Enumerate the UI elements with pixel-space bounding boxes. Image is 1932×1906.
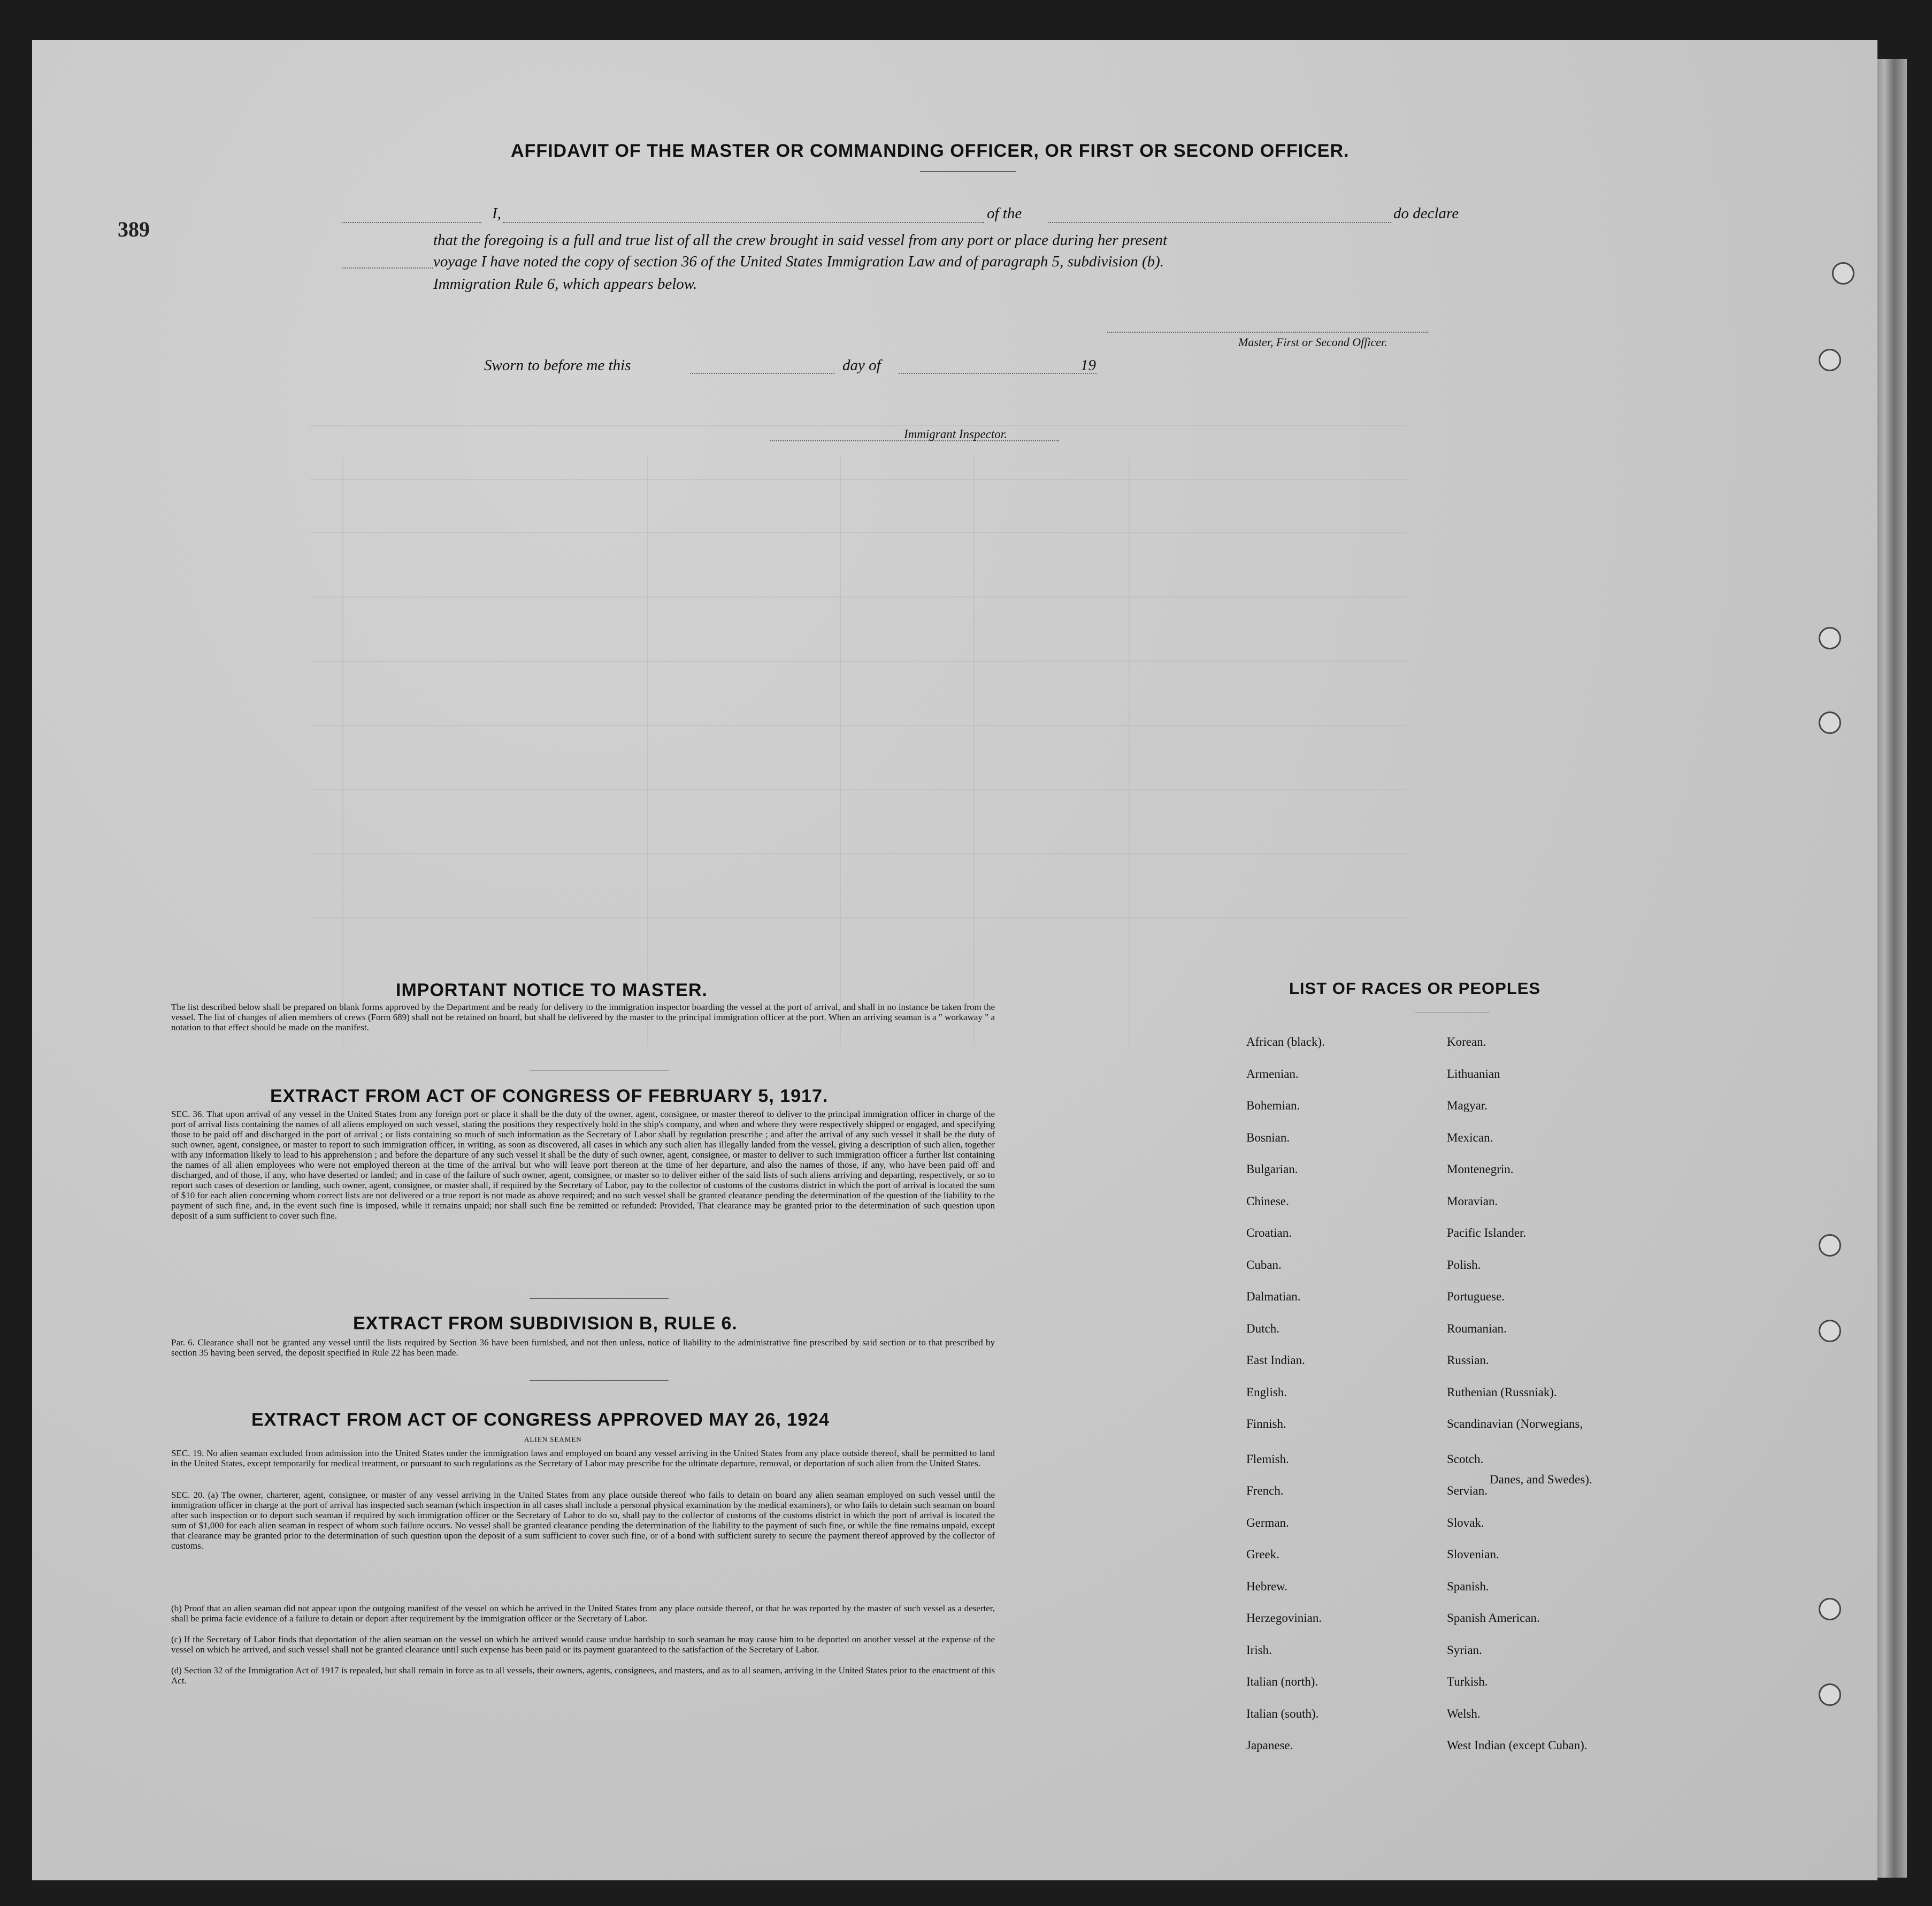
extract-1924-subtitle: ALIEN SEAMEN [524, 1435, 582, 1443]
extract-1917-body: SEC. 36. That upon arrival of any vessel in the United States from any foreign port or place it shall be the duty of the owner, agent, consignee, or master thereof to deliver to the principal immigration officer in charge of the port of arrival lists containing the names of all aliens employed on such vessel, stating the positions they respectively hold in the ship's company, and when and where they were respectively shipped or engaged, and specifying those to be paid off and discharged in the port of arrival ; or lists containing so much of such information as the Secretary of Labor shall by regulation prescribe ; and after the arrival of any such vessel it shall be the duty of such owner, agent, consignee, or master to report to such immigration officer, in writing, as soon as discovered, all cases in which any such alien has illegally landed from the vessel, giving a description of such alien, together with any information likely to lead to his apprehension ; and before the departure of any such vessel it shall be the duty of such owner, agent, consignee, or master to deliver to such immigration officer a further list containing the names of all alien employees who were not employed thereon at the time of the arrival but who will leave port thereon at the time of her departure, and also the names of those, if any, who have been paid off and discharged, and of those, if any, who have deserted or landed; and in case of the failure of such owner, agent, consignee, or master so to deliver either of the said lists of such aliens arriving and departing, respectively, or so to report such cases of desertion or landing, such owner, agent, consignee, or master shall, if required by the Secretary of Labor, pay to the collector of customs of the customs district in which the port of arrival is located the sum of $10 for each alien concerning whom correct lists are not delivered or a true report is not made as above required; and no such vessel shall be granted clearance pending the determination of the question of the liability to the payment of such fine, and, in the event such fine is imposed, while it remains unpaid; nor shall such fine be remitted or refunded: Provided, That clearance may be granted prior to the determination of such question upon deposit of a sum sufficient to cover such fine. [171, 1109, 995, 1221]
race-item: Dutch. [1246, 1321, 1279, 1335]
race-item: Bosnian. [1246, 1130, 1290, 1144]
affidavit-i-label: I, [492, 205, 501, 222]
race-item: Italian (south). [1246, 1706, 1319, 1720]
race-item: Syrian. [1447, 1643, 1482, 1657]
race-item: Herzegovinian. [1246, 1611, 1322, 1625]
race-item: French. [1246, 1484, 1284, 1497]
race-item: Spanish. [1447, 1579, 1489, 1593]
page-edge-stack [1875, 59, 1907, 1878]
race-item: Korean. [1447, 1035, 1486, 1048]
race-item: Scandinavian (Norwegians, [1447, 1417, 1583, 1430]
extract-rule6-title: EXTRACT FROM SUBDIVISION B, RULE 6. [353, 1313, 738, 1334]
race-item: English. [1246, 1385, 1287, 1399]
race-item: Dalmatian. [1246, 1290, 1301, 1303]
races-title: LIST OF RACES OR PEOPLES [1289, 979, 1541, 998]
extract-1924-sec20c: (c) If the Secretary of Labor finds that deportation of the alien seaman on the vessel on which he arrived would cause undue hardship to such seaman he may cause him to be deported on another vessel at the expense of the vessel on which he arrived, and such vessel shall not be granted clearance until such expense has been paid or its payment guaranteed to the satisfaction of the Secretary of Labor. [171, 1634, 995, 1655]
race-item: Ruthenian (Russniak). [1447, 1385, 1557, 1399]
race-item: Russian. [1447, 1353, 1489, 1367]
race-item: East Indian. [1246, 1353, 1305, 1367]
race-item: Scotch. [1447, 1452, 1484, 1466]
race-item: Pacific Islander. [1447, 1226, 1527, 1239]
extract-1924-sec20a: SEC. 20. (a) The owner, charterer, agent, consignee, or master of any vessel arriving in the United States from any place outside thereof who fails to detain on board any alien seaman employed on such vessel until the immigration officer in charge at the port of arrival has inspected such seaman (which inspection in all cases shall include a personal physical examination by the medical examiners), or who fails to detain such seaman on board after such inspection or to deport such seaman if required by such immigration officer or the Secretary of Labor to do so, shall pay to the collector of customs of the customs district in which the port of arrival is located the sum of $1,000 for each alien seaman in respect of whom such failure occurs. No vessel shall be granted clearance pending the determination of the liability to the payment of such fine, or while the fine remains unpaid, except that clearance may be granted prior to the determination of such question upon the deposit of a sum sufficient to cover such fine, or of a bond with sufficient surety to secure the payment thereof approved by the collector of customs. [171, 1490, 995, 1551]
extract-1924-title: EXTRACT FROM ACT OF CONGRESS APPROVED MAY 26, 1924 [251, 1410, 830, 1430]
race-item: Montenegrin. [1447, 1162, 1514, 1176]
race-item: Turkish. [1447, 1675, 1488, 1688]
binder-hole [1819, 1598, 1841, 1620]
year-prefix: 19 [1080, 357, 1096, 374]
race-item: Mexican. [1447, 1130, 1493, 1144]
race-item: Finnish. [1246, 1417, 1286, 1430]
extract-1924-sec19: SEC. 19. No alien seaman excluded from admission into the United States under the immigration laws and employed on board any vessel arriving in the United States from any place outside thereof, shall be permitted to land in the United States, except temporarily for medical treatment, or pursuant to such regulations as the Secretary of Labor may prescribe for the ultimate departure, removal, or deportation of such alien from the United States. [171, 1448, 995, 1468]
affidavit-declare-label: do declare [1393, 205, 1459, 222]
race-item: Bohemian. [1246, 1099, 1300, 1112]
race-item: Croatian. [1246, 1226, 1292, 1239]
race-item: Japanese. [1246, 1739, 1293, 1752]
notice-body: The list described below shall be prepared on blank forms approved by the Department and be ready for delivery to the immigration inspector boarding the vessel at the port of arrival, and shall in no instance be taken from the vessel. The list of changes of alien members of crews (Form 689) shall not be retained on board, but shall be delivered by the master to the principal immigration officer at the port. When an arriving seaman is a " workaway " a notation to that effect should be made on the manifest. [171, 1002, 995, 1032]
affidavit-line-2: that the foregoing is a full and true list of all the crew brought in said vessel from any port or place during her present [433, 232, 1168, 249]
race-item: African (black). [1246, 1035, 1325, 1048]
signer-caption: Master, First or Second Officer. [1238, 335, 1387, 349]
affidavit-of-the-label: of the [987, 205, 1022, 222]
affidavit-line-4: Immigration Rule 6, which appears below. [433, 275, 697, 293]
binder-hole [1819, 1683, 1841, 1706]
affidavit-line-3: voyage I have noted the copy of section 36 of the United States Immigration Law and of paragraph 5, subdivision (b). [433, 253, 1164, 270]
race-item: Slovak. [1447, 1515, 1484, 1529]
race-item: West Indian (except Cuban). [1447, 1739, 1588, 1752]
race-scandinavian-cont: Danes, and Swedes). [1490, 1473, 1592, 1486]
race-item: Chinese. [1246, 1194, 1289, 1208]
binder-hole [1832, 262, 1854, 285]
stamp-number: 389 [118, 217, 150, 241]
binder-hole [1819, 1320, 1841, 1342]
sworn-label: Sworn to before me this [484, 357, 631, 374]
race-item: Welsh. [1447, 1706, 1481, 1720]
binder-hole [1819, 627, 1841, 649]
race-item: Polish. [1447, 1258, 1481, 1272]
binder-hole [1819, 349, 1841, 371]
race-item: German. [1246, 1515, 1289, 1529]
binder-hole [1819, 711, 1841, 734]
race-item: Slovenian. [1447, 1548, 1499, 1561]
day-of-label: day of [842, 357, 881, 374]
race-item: Lithuanian [1447, 1067, 1500, 1081]
race-item: Portuguese. [1447, 1290, 1505, 1303]
race-item: Moravian. [1447, 1194, 1498, 1208]
race-item: Roumanian. [1447, 1321, 1507, 1335]
race-item: Bulgarian. [1246, 1162, 1298, 1176]
extract-1924-sec20b: (b) Proof that an alien seaman did not appear upon the outgoing manifest of the vessel on which he arrived in the United States from any place outside thereof, or that he was reported by the master of such vessel as a deserter, shall be prima facie evidence of a failure to detain or deport after requirement by the immigration officer or the Secretary of Labor. [171, 1603, 995, 1624]
race-item: Servian. [1447, 1484, 1488, 1497]
binder-hole [1819, 1234, 1841, 1257]
extract-1917-title: EXTRACT FROM ACT OF CONGRESS OF FEBRUARY 5, 1917. [270, 1086, 829, 1106]
extract-1924-sec20d: (d) Section 32 of the Immigration Act of 1917 is repealed, but shall remain in force as to all vessels, their owners, agents, consignees, and masters, and as to all seamen, arriving in the United States prior to the enactment of this Act. [171, 1665, 995, 1686]
race-item: Flemish. [1246, 1452, 1289, 1466]
inspector-caption: Immigrant Inspector. [904, 427, 1007, 441]
race-item: Hebrew. [1246, 1579, 1288, 1593]
race-item: Spanish American. [1447, 1611, 1540, 1625]
race-item: Magyar. [1447, 1099, 1488, 1112]
race-item: Greek. [1246, 1548, 1279, 1561]
extract-rule6-body: Par. 6. Clearance shall not be granted any vessel until the lists required by Section 36 have been furnished, and not then unless, notice of liability to the administrative fine prescribed by said section or to that prescribed by section 35 having been served, the deposit specified in Rule 22 has been made. [171, 1337, 995, 1358]
notice-title: IMPORTANT NOTICE TO MASTER. [396, 980, 708, 1000]
document-sheet [32, 40, 1877, 1880]
race-item: Cuban. [1246, 1258, 1282, 1272]
race-item: Irish. [1246, 1643, 1272, 1657]
affidavit-title: AFFIDAVIT OF THE MASTER OR COMMANDING OFFICER, OR FIRST OR SECOND OFFICER. [511, 141, 1350, 161]
race-item: Armenian. [1246, 1067, 1299, 1081]
race-item: Italian (north). [1246, 1675, 1318, 1688]
